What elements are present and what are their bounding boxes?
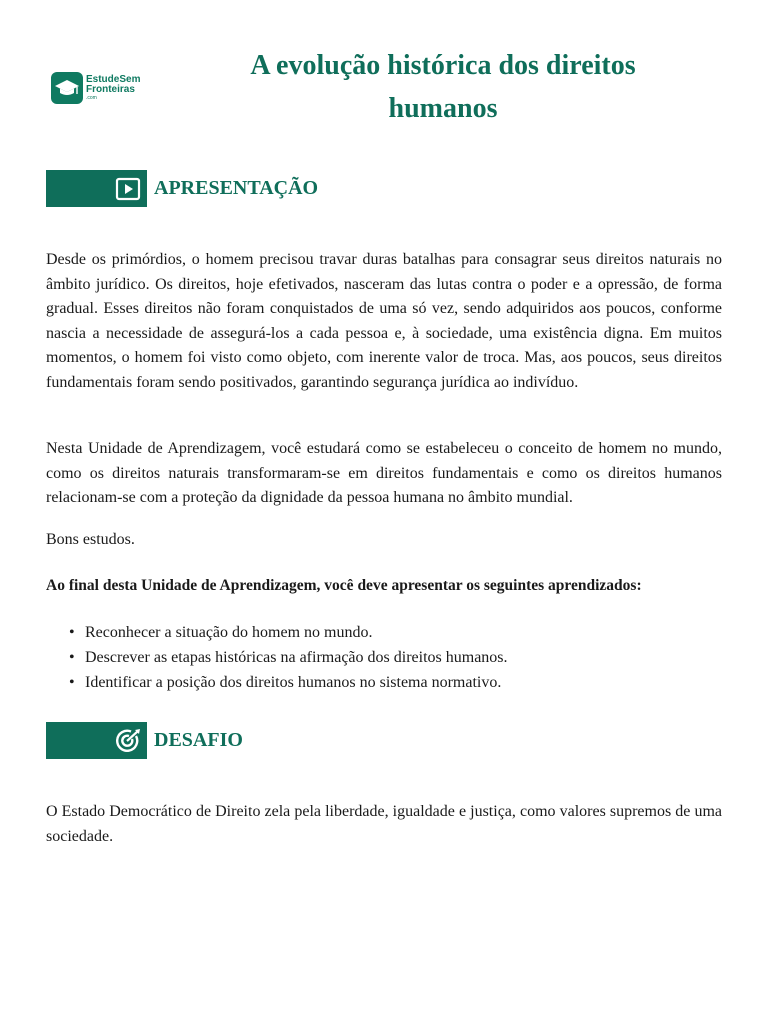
logo-wordmark	[86, 75, 140, 101]
list-item	[64, 620, 508, 645]
objectives-list	[64, 620, 508, 695]
desafio-paragraph: O Estado Democrático de Direito zela pela liberdade, igualdade e justiça, como valores supremos de uma sociedade.	[46, 803, 722, 845]
page-title-line1: A evolução histórica dos direitos	[250, 50, 636, 81]
page-title	[200, 44, 686, 130]
intro-paragraph: Desde os primórdios, o homem precisou travar duras batalhas para consagrar seus direitos naturais no âmbito jurídico. Os direitos, hoje efetivados, nasceram das lutas contra o poder e a opressão, de forma gradual. Esses direitos não foram conquistados de uma só vez, sendo adquiridos aos poucos, conforme nascia a necessidade de assegurá-los a cada pessoa e, à sociedade, uma existência digna. Em muitos momentos, o homem foi visto como objeto, com inerente valor de troca. Mas, aos poucos, seus direitos fundamentais foram sendo positivados, garantindo segurança jurídica ao indivíduo.	[46, 251, 722, 391]
target-icon	[114, 727, 142, 755]
closing-paragraph: Bons estudos.	[46, 531, 135, 548]
graduation-cap-icon	[51, 72, 83, 104]
logo-line2: Fronteiras	[86, 84, 135, 95]
logo	[51, 72, 140, 104]
section-header-desafio	[46, 722, 243, 759]
page-title-line2: humanos	[388, 93, 498, 124]
list-item-text: Identificar a posição dos direitos humanos no sistema normativo.	[85, 674, 502, 691]
bullet-icon: •	[69, 649, 75, 666]
logo-line3: .com	[86, 95, 97, 101]
list-item	[64, 645, 508, 670]
section-title: APRESENTAÇÃO	[154, 177, 319, 199]
section-bar	[46, 170, 147, 207]
list-item-text: Reconhecer a situação do homem no mundo.	[85, 624, 373, 641]
list-item	[64, 670, 508, 695]
logo-line1: EstudeSem	[86, 74, 141, 85]
bullet-icon: •	[69, 624, 75, 641]
bullet-icon: •	[69, 674, 75, 691]
section-header-apresentacao	[46, 170, 318, 207]
objectives-title: Ao final desta Unidade de Aprendizagem, você deve apresentar os seguintes aprendizados:	[46, 577, 642, 594]
unit-paragraph: Nesta Unidade de Aprendizagem, você estudará como se estabeleceu o conceito de homem no mundo, como os direitos naturais transformaram-se em direitos fundamentais e como os direitos humanos relacionam-se com a proteção da dignidade da pessoa humana no âmbito mundial.	[46, 440, 722, 506]
play-icon	[114, 175, 142, 203]
list-item-text: Descrever as etapas históricas na afirmação dos direitos humanos.	[85, 649, 508, 666]
section-bar	[46, 722, 147, 759]
section-title: DESAFIO	[154, 729, 243, 751]
